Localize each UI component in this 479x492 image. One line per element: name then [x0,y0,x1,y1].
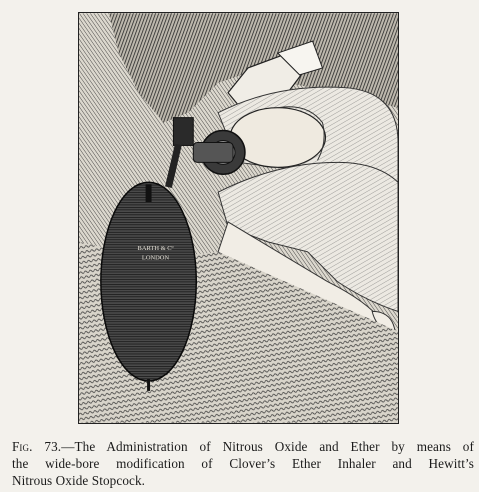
gas-bag [101,182,196,381]
caption-line-2: the wide-bore modification of Clover’s Ether Inhaler and Hewitt’s [12,456,474,471]
figure-caption [12,438,474,489]
figure-label: Fig. 73. [12,439,62,454]
bag-city-label: LONDON [141,254,170,262]
engraving-illustration [78,12,399,424]
bag-maker-label: BARTH & Cº [137,244,174,252]
stopcock [173,118,193,146]
caption-line-1-text: —The Administration of Nitrous Oxide and Ether by means of [61,439,474,454]
caption-line-3: Nitrous Oxide Stopcock. [12,473,146,488]
engraving-drawing [79,13,398,423]
caption-line-1 [12,439,474,454]
